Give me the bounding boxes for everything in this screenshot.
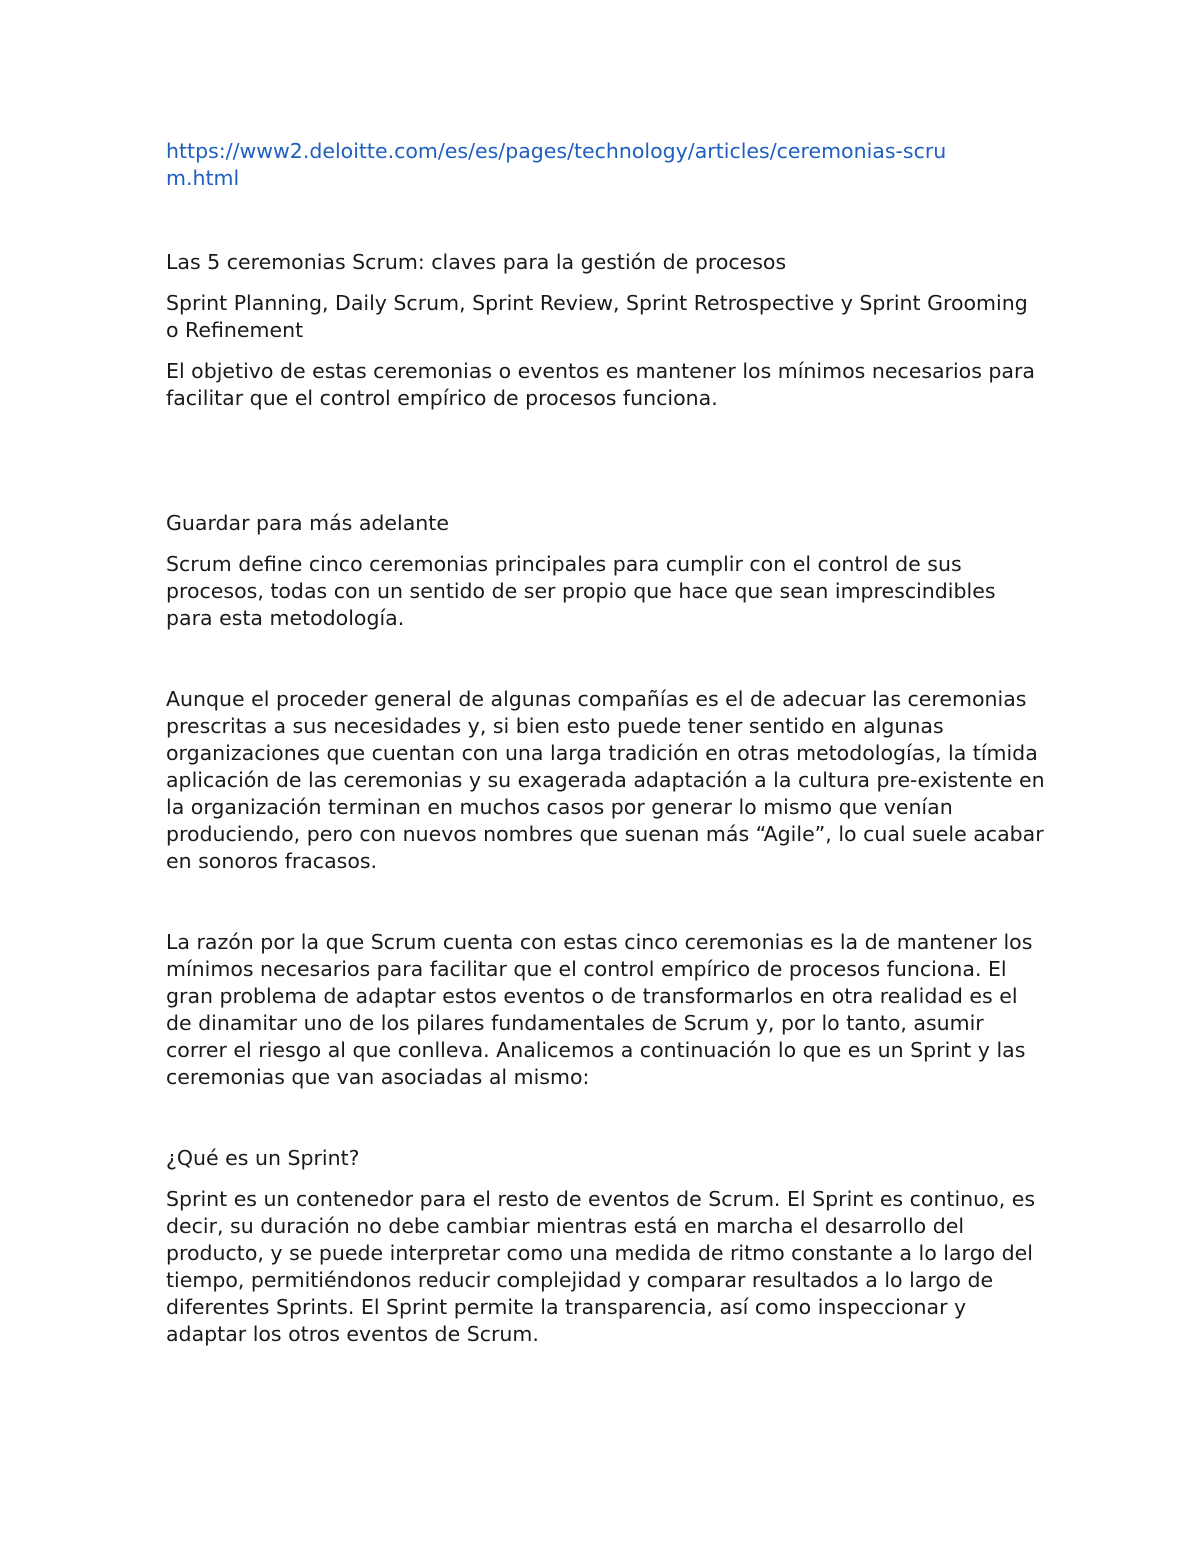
body-paragraph-3: La razón por la que Scrum cuenta con estas cinco ceremonias es la de mantener los mínimos necesarios para facilitar que el control empírico de procesos funciona. El gran problema de adaptar estos eventos o de transformarlos en otra realidad es el de dinamitar uno de los pilares fundamentales de Scrum y, por lo tanto, asumir correr el riesgo al que conlleva. Analicemos a continuación lo que es un Sprint y las ceremonias que van asociadas al mismo: bbox=[166, 930, 1033, 1089]
save-for-later-text: Guardar para más adelante bbox=[166, 511, 449, 535]
document-body bbox=[166, 138, 1046, 1348]
body-paragraph-1: Scrum define cinco ceremonias principales para cumplir con el control de sus procesos, todas con un sentido de ser propio que hace que sean imprescindibles para esta metodología. bbox=[166, 552, 996, 630]
body-paragraph-4: Sprint es un contenedor para el resto de eventos de Scrum. El Sprint es continuo, es decir, su duración no debe cambiar mientras está en marcha el desarrollo del producto, y se puede interpretar como una medida de ritmo constante a lo largo del tiempo, permitiéndonos reducir complejidad y comparar resultados a lo largo de diferentes Sprints. El Sprint permite la transparencia, así como inspeccionar y adaptar los otros eventos de Scrum. bbox=[166, 1187, 1036, 1346]
section-heading: ¿Qué es un Sprint? bbox=[166, 1146, 360, 1170]
article-subtitle: Sprint Planning, Daily Scrum, Sprint Review, Sprint Retrospective y Sprint Grooming o Refinement bbox=[166, 291, 1028, 342]
body-paragraph-2: Aunque el proceder general de algunas compañías es el de adecuar las ceremonias prescritas a sus necesidades y, si bien esto puede tener sentido en algunas organizaciones que cuentan con una larga tradición en otras metodologías, la tímida aplicación de las ceremonias y su exagerada adaptación a la cultura pre-existente en la organización terminan en muchos casos por generar lo mismo que venían produciendo, pero con nuevos nombres que suenan más “Agile”, lo cual suele acabar en sonoros fracasos. bbox=[166, 687, 1045, 873]
source-link[interactable]: https://www2.deloitte.com/es/es/pages/technology/articles/ceremonias-scrum.html bbox=[166, 139, 947, 190]
article-title: Las 5 ceremonias Scrum: claves para la gestión de procesos bbox=[166, 250, 787, 274]
article-intro: El objetivo de estas ceremonias o eventos es mantener los mínimos necesarios para facilitar que el control empírico de procesos funciona. bbox=[166, 359, 1035, 410]
